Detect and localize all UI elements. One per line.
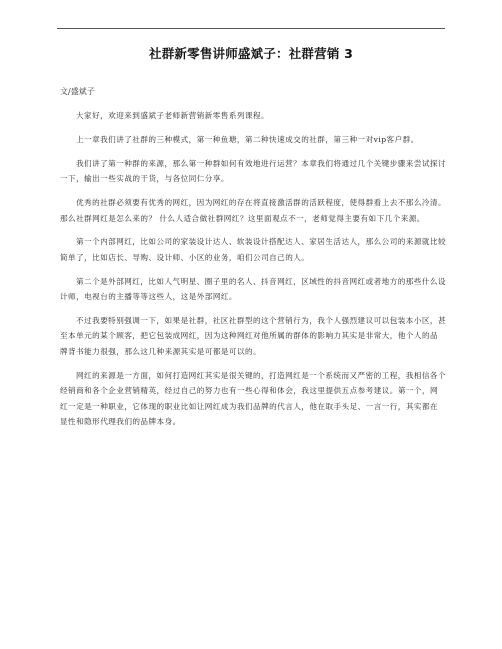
document-title: 社群新零售讲师盛斌子：社群营销 3: [149, 46, 353, 61]
paragraph: 上一章我们讲了社群的三种模式，第一种鱼塘，第二种快速成交的社群，第三种一对vip客户群。: [76, 134, 419, 144]
paragraph: 网红的来源是一方面，如何打造网红其实是很关键的，打造网红是一个系统而又严密的工程，我相信各个经销商和各个企业营销精英，经过自己的努力也有一些心得和体会，我这里提供五点参考建议。第一个，网红一定是一种职业，它体现的职业比如让网红成为我们品牌的代言人，他在取手头足、一言一行，其实都在显性和隐形代理我们的品牌本身。: [60, 370, 447, 426]
paragraph: 大家好，欢迎来到盛斌子老师新营销新零售系列课程。: [76, 111, 270, 120]
header-rule: [57, 28, 445, 29]
paragraph: 第二个是外部网红，比如人气明星、圈子里的名人、抖音网红，区域性的抖音网红或者地方的那些什么设计师，电视台的主播等等这些人，这是外部网红。: [60, 276, 447, 302]
paragraph: 我们讲了第一种群的来源，那么第一种群如何有效地进行运营？本章我们将通过几个关键步骤来尝试探讨一下，输出一些实战的干货，与各位同仁分享。: [60, 158, 447, 184]
paragraph: 第一个内部网红，比如公司的家装设计达人、软装设计搭配达人、家居生活达人，那么公司的来源就比较简单了，比如店长、导购、设计师、小区的业务，咱们公司自己的人。: [60, 237, 447, 262]
author-line: 文/盛斌子: [60, 87, 95, 96]
paragraph: 不过我要特别强调一下，如果是社群，社区社群型的这个营销行为，我个人强烈建议可以包装本小区，甚至本单元的某个顾客，把它包装成网红，因为这种网红对他所属的群体的影响力其实是非常大，他个人的品牌背书能力很强，那么这几种来源其实是可都是可以的。: [60, 316, 447, 356]
document-body: [60, 108, 446, 438]
paragraph: 优秀的社群必须要有优秀的网红，因为网红的存在将直接激活群的活跃程度，使得群看上去不那么冷清。那么社群网红是怎么来的？ 什么人适合做社群网红？这里面观点不一，老师觉得主要有如下几个来源。: [60, 198, 447, 223]
